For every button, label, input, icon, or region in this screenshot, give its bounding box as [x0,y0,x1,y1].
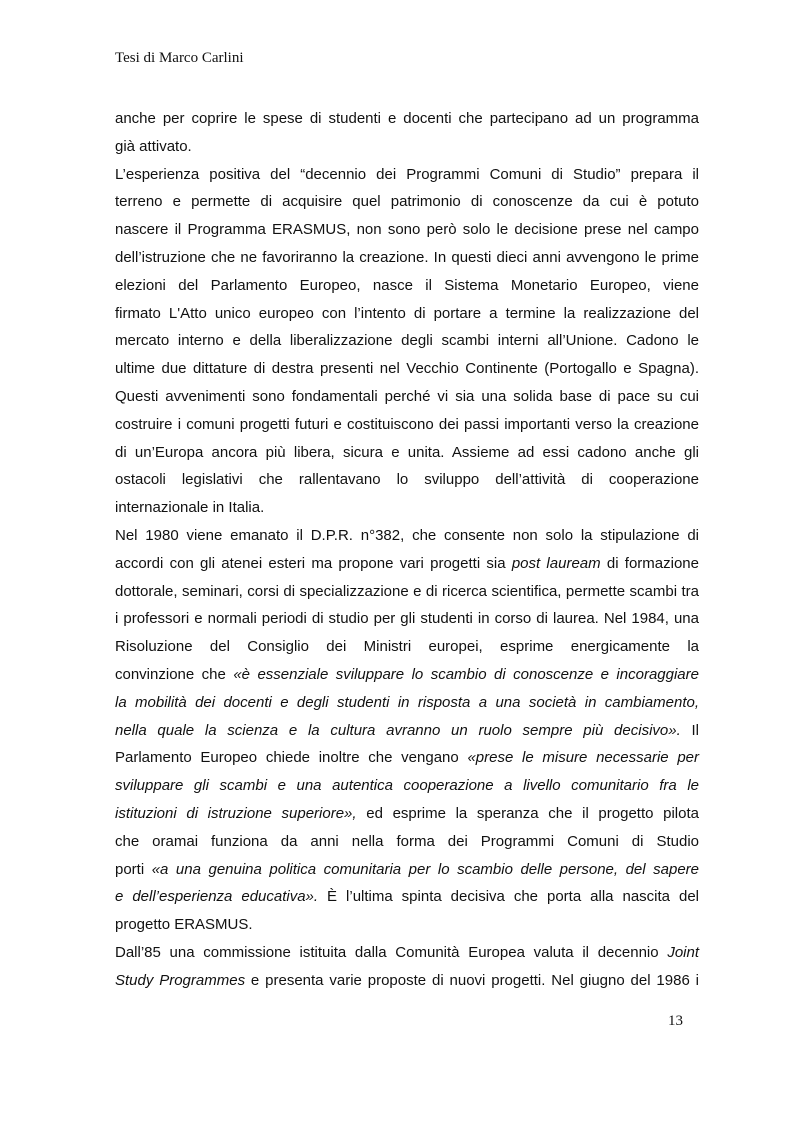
text-line [115,443,699,463]
italic-text: Joint [667,944,699,961]
italic-text: «a una genuina politica comunitaria per lo scambio delle persone, del sapere [151,861,699,878]
text-line [115,721,699,741]
text-segment: Il [680,722,699,739]
italic-text: e dell’esperienza educativa». [115,888,319,905]
text-line [115,470,699,490]
running-header: Tesi di Marco Carlini [115,50,244,66]
text-line [115,637,699,657]
text-segment: anche per coprire le spese di studenti e docenti che partecipano ad un programma [115,110,699,127]
italic-text: la mobilità dei docenti e degli studenti in risposta a una società in cambiamento, [115,694,699,711]
text-line [115,943,699,963]
text-segment: progetto ERASMUS. [115,916,253,933]
text-line [115,804,699,824]
text-segment: i professori e normali periodi di studio per gli studenti in corso di laurea. Nel 1984, una [115,610,699,627]
text-line [115,276,699,296]
text-line [115,832,699,852]
text-line [115,609,699,629]
italic-text: Study Programmes [115,972,246,989]
text-line [115,748,699,768]
italic-text: nella quale la scienza e la cultura avranno un ruolo sempre più decisivo». [115,722,681,739]
text-segment: firmato L'Atto unico europeo con l’intento di portare a termine la realizzazione del [115,305,699,322]
text-segment: terreno e permette di acquisire quel patrimonio di conoscenze da cui è potuto [115,193,699,210]
text-line [115,665,699,685]
text-segment: È l’ultima spinta decisiva che porta alla nascita del [318,888,699,905]
text-segment: di formazione [600,555,699,572]
text-segment: e presenta varie proposte di nuovi progetti. Nel giugno del 1986 i [245,972,699,989]
text-segment: dell’istruzione che ne favoriranno la creazione. In questi dieci anni avvengono le prime [115,249,699,266]
text-segment: internazionale in Italia. [115,499,265,516]
text-line [115,415,699,435]
text-line [115,887,699,907]
text-segment: costruire i comuni progetti futuri e costituiscono dei passi importanti verso la creazione [115,416,699,433]
text-line [115,582,699,602]
italic-text: sviluppare gli scambi e una autentica cooperazione a livello comunitario fra le [115,777,699,794]
text-segment: dottorale, seminari, corsi di specializzazione e di ricerca scientifica, permette scambi tra [115,583,699,600]
text-line [115,137,699,157]
text-line [115,359,699,379]
text-segment: L’esperienza positiva del “decennio dei Programmi Comuni di Studio” prepara il [115,166,699,183]
text-line [115,498,699,518]
text-line [115,915,699,935]
text-segment: Risoluzione del Consiglio dei Ministri europei, esprime energicamente la [115,638,699,655]
text-segment: elezioni del Parlamento Europeo, nasce il Sistema Monetario Europeo, viene [115,277,699,294]
text-line [115,109,699,129]
text-segment: che oramai funziona da anni nella forma dei Programmi Comuni di Studio [115,833,699,850]
text-segment: porti [115,861,152,878]
text-segment: Questi avvenimenti sono fondamentali perché vi sia una solida base di pace su cui [115,388,699,405]
text-segment: ultime due dittature di destra presenti nel Vecchio Continente (Portogallo e Spagna). [115,360,699,377]
text-segment: di un’Europa ancora più libera, sicura e unita. Assieme ad essi cadono anche gli [115,444,699,461]
text-line [115,554,699,574]
text-line [115,192,699,212]
text-segment: mercato interno e della liberalizzazione degli scambi interni all’Unione. Cadono le [115,332,699,349]
text-segment: convinzione che [115,666,234,683]
text-line [115,248,699,268]
text-line [115,776,699,796]
text-segment: accordi con gli atenei esteri ma propone vari progetti sia [115,555,512,572]
text-line [115,693,699,713]
text-line [115,165,699,185]
italic-text: post lauream [511,555,601,572]
text-line [115,526,699,546]
text-segment: già attivato. [115,138,192,155]
text-line [115,331,699,351]
text-segment: Dall’85 una commissione istituita dalla Comunità Europea valuta il decennio [115,944,668,961]
text-segment: ed esprime la speranza che il progetto pilota [356,805,699,822]
text-segment: Nel 1980 viene emanato il D.P.R. n°382, che consente non solo la stipulazione di [115,527,699,544]
text-segment: nascere il Programma ERASMUS, non sono però solo le decisione prese nel campo [115,221,699,238]
text-segment: ostacoli legislativi che rallentavano lo sviluppo dell’attività di cooperazione [115,471,699,488]
page-number: 13 [668,1013,683,1029]
italic-text: istituzioni di istruzione superiore», [115,805,357,822]
text-line [115,387,699,407]
text-segment: Parlamento Europeo chiede inoltre che vengano [115,749,468,766]
italic-text: «è essenziale sviluppare lo scambio di conoscenze e incoraggiare [233,666,699,683]
text-line [115,971,699,991]
italic-text: «prese le misure necessarie per [467,749,700,766]
text-line [115,860,699,880]
text-line [115,220,699,240]
text-line [115,304,699,324]
